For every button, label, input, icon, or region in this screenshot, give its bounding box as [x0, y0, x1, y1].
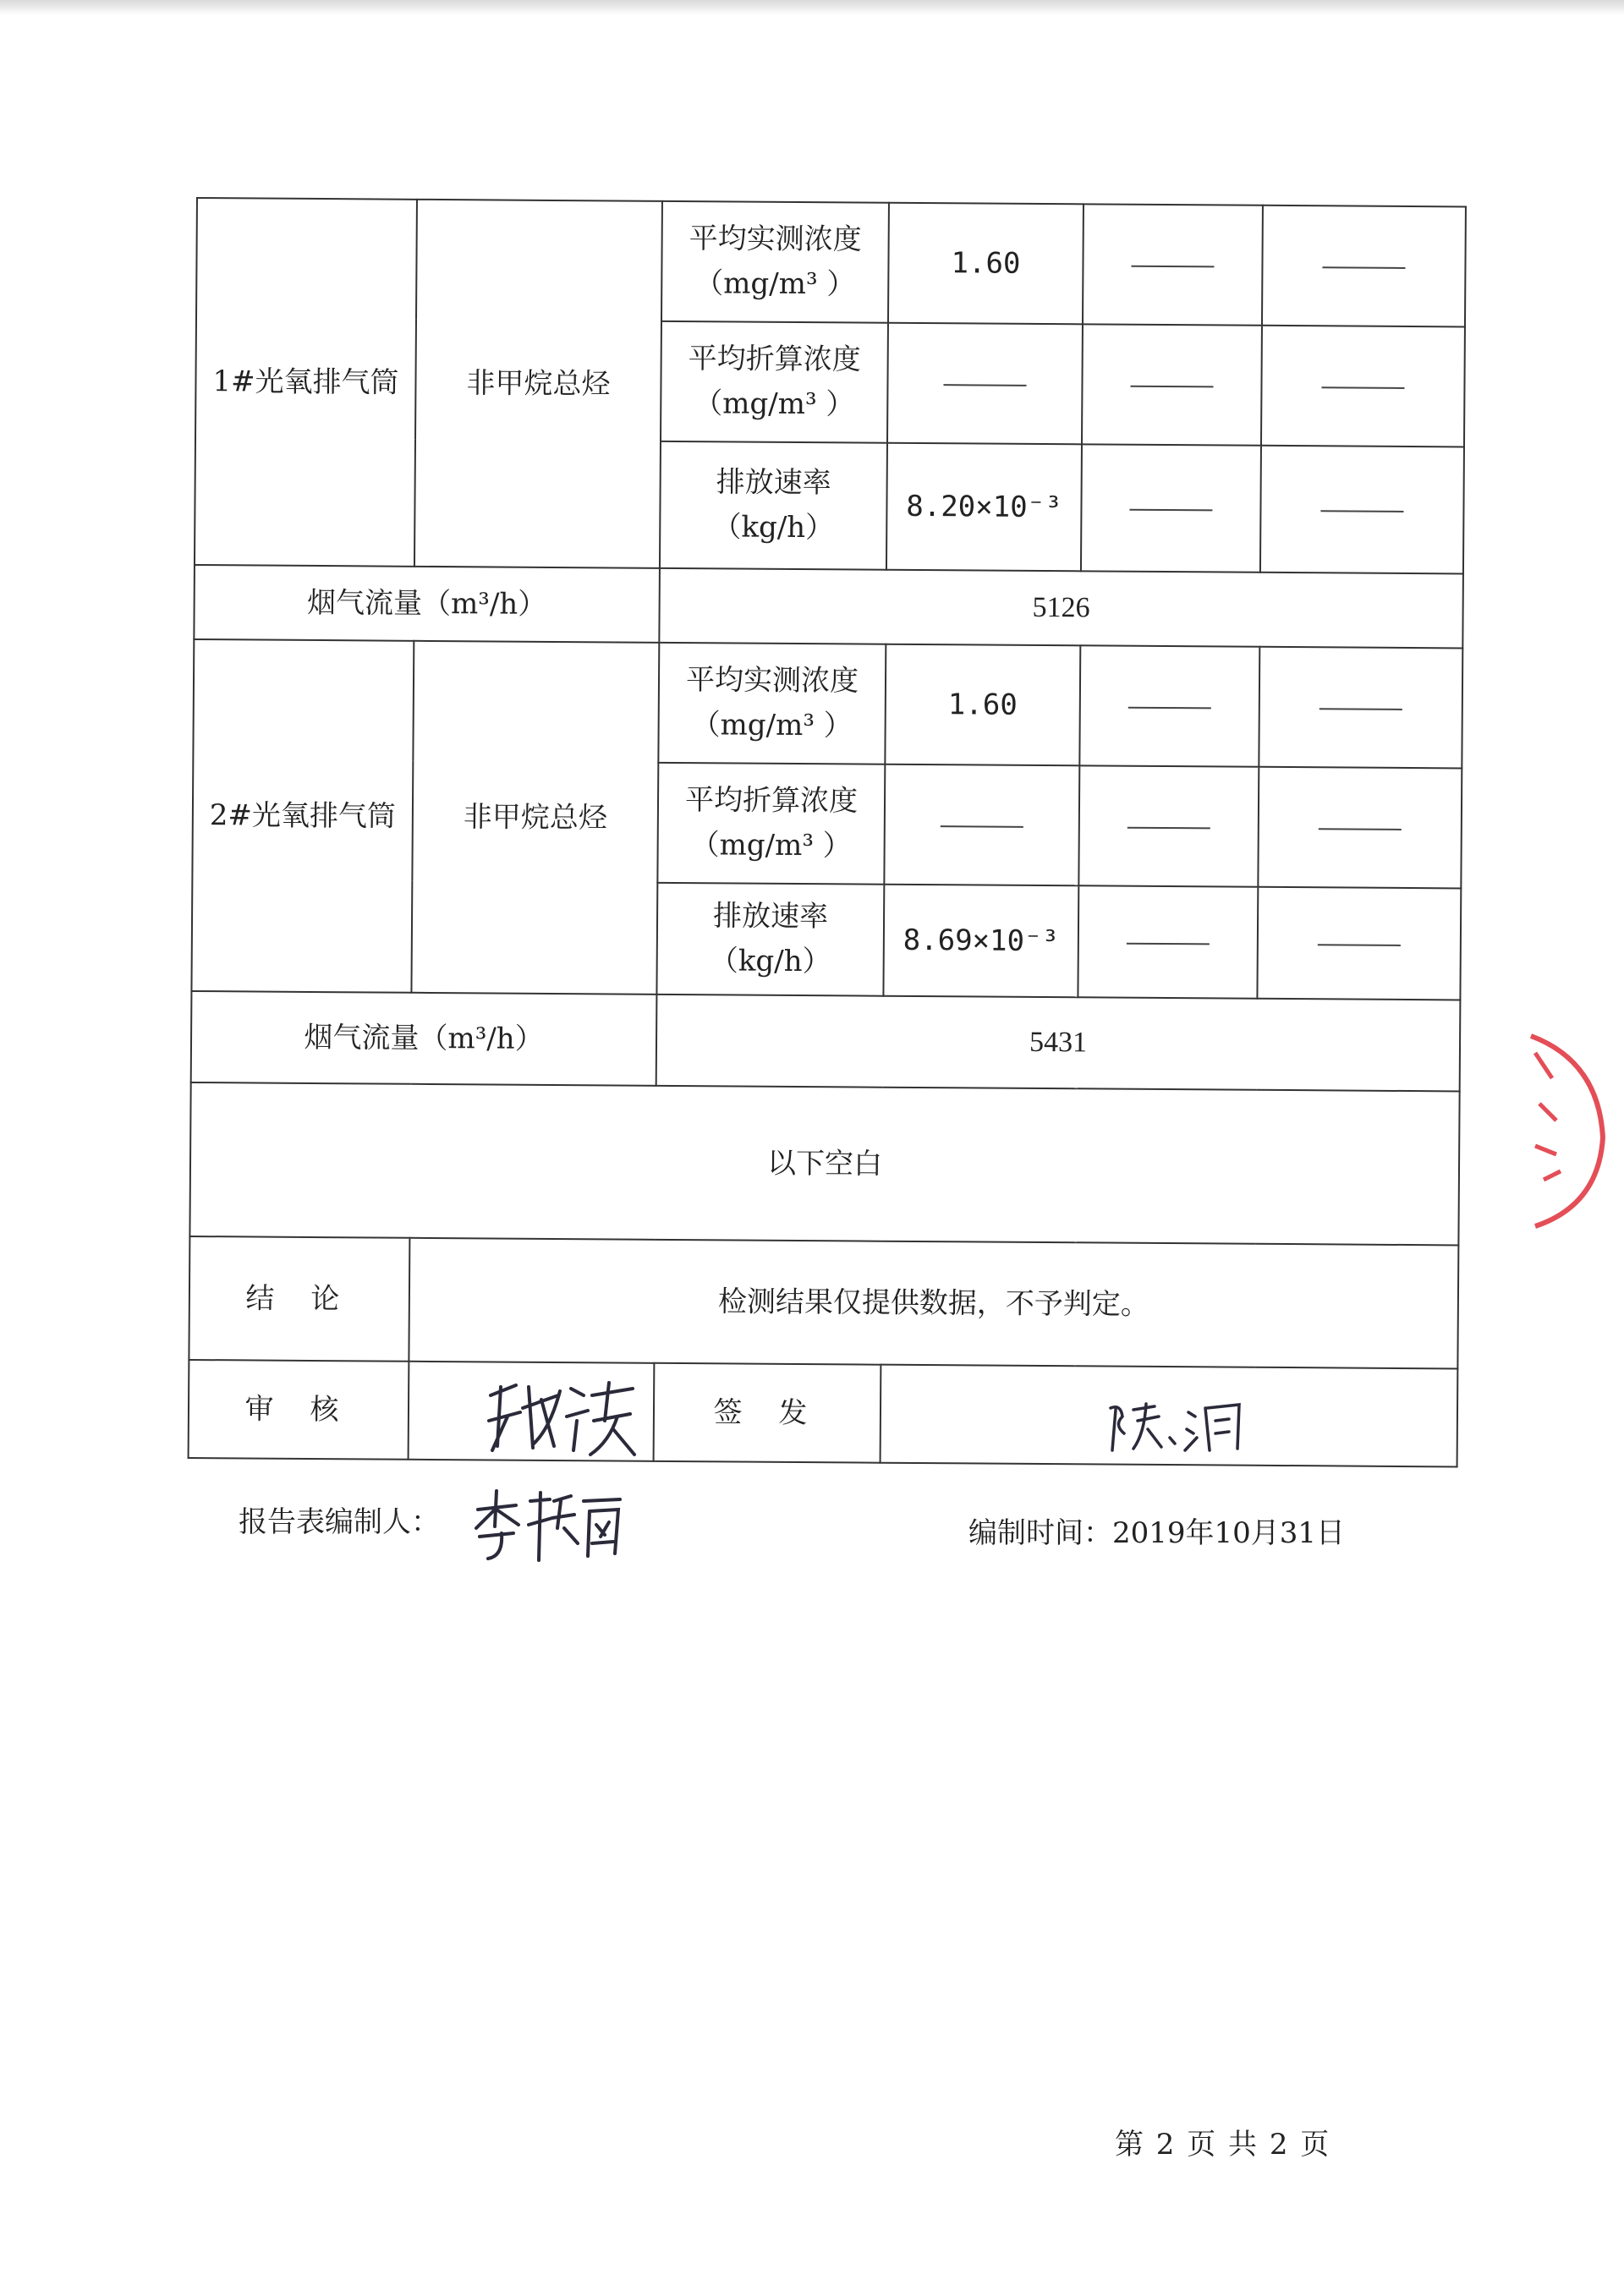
flow-label: 烟气流量（m³/h）	[194, 565, 660, 643]
dash-mark	[1127, 826, 1210, 829]
metric-value: 1.60	[885, 644, 1080, 766]
empty-cell	[1081, 444, 1261, 572]
compiler-label: 报告表编制人：	[239, 1505, 440, 1539]
source-cell: 2#光氧排气筒	[191, 639, 414, 993]
metric-label-cell	[657, 763, 885, 885]
empty-cell	[884, 764, 1079, 886]
empty-cell	[1078, 885, 1258, 998]
conclusion-text: 检测结果仅提供数据，不予判定。	[409, 1238, 1458, 1369]
metric-label-cell	[656, 883, 884, 996]
flow-label: 烟气流量（m³/h）	[191, 991, 657, 1086]
table-row	[189, 1360, 1458, 1466]
empty-cell	[1258, 767, 1462, 889]
metric-unit: （mg/m³ ）	[694, 386, 855, 422]
empty-cell	[1262, 205, 1466, 327]
table-row	[196, 198, 1466, 326]
metric-label: 平均折算浓度	[684, 783, 859, 819]
dash-mark	[1129, 508, 1212, 511]
metric-value: 1.60	[888, 203, 1084, 325]
metric-label: 平均折算浓度	[688, 342, 861, 377]
flow-value: 5126	[659, 568, 1463, 649]
source-cell: 1#光氧排气筒	[195, 198, 417, 567]
blank-note: 以下空白	[189, 1082, 1459, 1245]
dash-mark	[1128, 706, 1211, 709]
metric-unit: （mg/m³ ）	[690, 828, 852, 863]
dash-mark	[1322, 266, 1405, 269]
dash-mark	[941, 825, 1023, 828]
metric-label-cell	[661, 201, 889, 323]
scan-shadow	[0, 0, 1624, 15]
metric-label-cell	[660, 441, 887, 570]
red-stamp-fragment	[1518, 1027, 1624, 1230]
issue-label: 签 发	[654, 1363, 881, 1463]
review-label: 审 核	[189, 1360, 409, 1460]
pollutant-cell: 非甲烷总烃	[411, 641, 659, 995]
reviewer-signature	[482, 1370, 643, 1463]
table-row	[194, 565, 1463, 648]
empty-cell	[1260, 446, 1464, 574]
dash-mark	[1320, 708, 1402, 710]
empty-cell	[1259, 647, 1462, 769]
results-table	[188, 197, 1467, 1467]
metric-label: 平均实测浓度	[689, 222, 862, 257]
issuer-signature	[1104, 1391, 1248, 1459]
empty-cell	[1079, 645, 1259, 766]
metric-unit: （kg/h）	[709, 944, 831, 979]
dash-mark	[1130, 385, 1213, 387]
table-row	[189, 1082, 1459, 1245]
dash-mark	[1318, 944, 1401, 946]
metric-unit: （mg/m³ ）	[694, 266, 856, 302]
empty-cell	[1082, 324, 1262, 445]
report-table-area	[188, 197, 1465, 1467]
empty-cell	[887, 323, 1083, 445]
metric-label: 排放速率	[712, 899, 829, 934]
metric-label-cell	[661, 321, 888, 443]
pollutant-cell: 非甲烷总烃	[414, 200, 662, 568]
metric-label: 平均实测浓度	[685, 663, 859, 699]
page-number: 第 2 页 共 2 页	[1115, 2128, 1331, 2162]
dash-mark	[1321, 386, 1404, 389]
dash-mark	[1131, 265, 1214, 267]
dash-mark	[1320, 510, 1403, 512]
metric-unit: （kg/h）	[712, 510, 835, 545]
table-row	[193, 639, 1462, 768]
dash-mark	[1319, 828, 1402, 830]
dash-mark	[943, 384, 1026, 386]
table-row	[191, 991, 1461, 1091]
table-row	[189, 1236, 1458, 1368]
empty-cell	[1261, 326, 1465, 447]
dash-mark	[1127, 942, 1210, 945]
compile-date: 编制时间：2019年10月31日	[968, 1516, 1346, 1550]
conclusion-label: 结 论	[189, 1236, 409, 1362]
flow-value: 5431	[656, 995, 1461, 1092]
metric-value: 8.69×10⁻³	[883, 885, 1078, 998]
compiler-signature	[469, 1484, 626, 1564]
empty-cell	[1083, 204, 1263, 325]
empty-cell	[1257, 887, 1461, 1000]
metric-value: 8.20×10⁻³	[886, 443, 1082, 572]
metric-label: 排放速率	[716, 465, 831, 501]
metric-unit: （mg/m³ ）	[691, 708, 853, 743]
empty-cell	[1078, 765, 1259, 886]
metric-label-cell	[658, 643, 886, 764]
